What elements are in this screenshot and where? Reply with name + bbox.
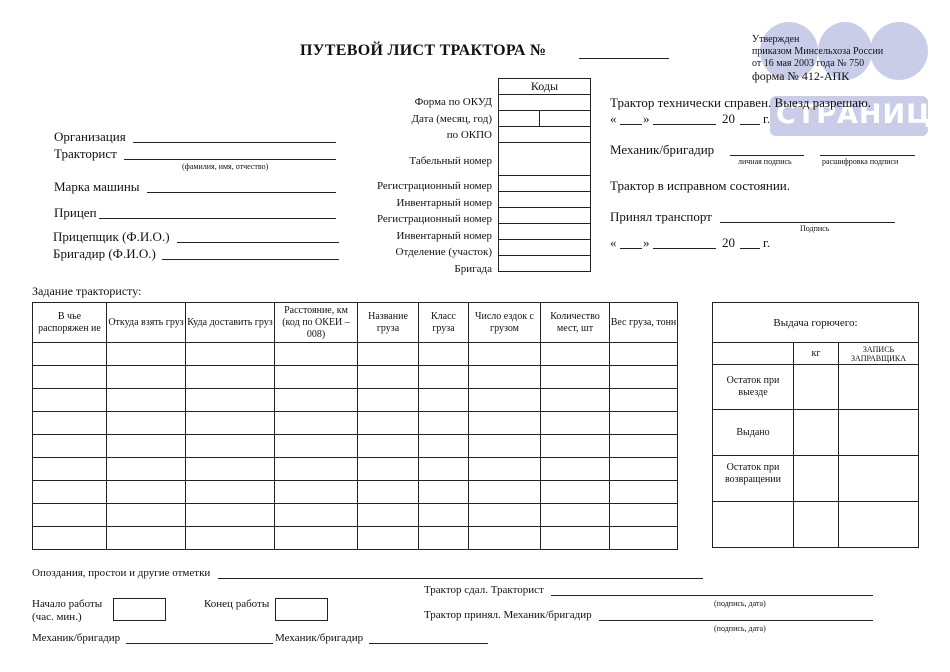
code-label-inv1: Инвентарный номер [396,196,492,209]
task-cell[interactable] [610,343,678,366]
task-cell[interactable] [419,481,469,504]
task-cell[interactable] [469,527,541,550]
task-cell[interactable] [469,343,541,366]
task-col-cargo-name: Название груза [358,303,419,343]
task-cell[interactable] [358,435,419,458]
task-cell[interactable] [541,527,610,550]
fuel-cell-return-record[interactable] [839,456,919,502]
task-table [32,302,678,550]
fuel-title: Выдача горючего: [713,303,919,343]
task-label: Задание трактористу: [32,284,142,298]
codes-header: Коды [499,79,591,95]
task-cell[interactable] [107,412,186,435]
start-label: Начало работы (час. мин.) [32,598,103,623]
task-cell[interactable] [107,481,186,504]
month-field-1[interactable] [653,124,716,125]
task-cell[interactable] [33,527,107,550]
task-col-from: Откуда взять груз [107,303,186,343]
trailer-operator-field[interactable] [177,242,339,243]
task-cell[interactable] [275,527,358,550]
task-col-to: Куда доставить груз [186,303,275,343]
task-col-recipient: В чье распоряжен ие [33,303,107,343]
task-cell[interactable] [541,389,610,412]
task-cell[interactable] [469,389,541,412]
mechanic-footer-field-2[interactable] [369,643,488,644]
delays-label: Опоздания, простои и другие отметки [32,567,211,579]
task-cell[interactable] [275,481,358,504]
task-row [33,343,678,366]
task-cell[interactable] [186,366,275,389]
code-label-inv2: Инвентарный номер [396,229,492,242]
task-cell[interactable] [107,527,186,550]
code-cell-reg2[interactable] [499,208,591,224]
task-cell[interactable] [33,504,107,527]
day-field-2[interactable] [620,248,642,249]
task-cell[interactable] [275,458,358,481]
task-cell[interactable] [419,389,469,412]
task-cell[interactable] [186,527,275,550]
task-row [33,366,678,389]
code-cell-okud[interactable] [499,95,591,111]
code-cell-brigade[interactable] [499,256,591,272]
task-cell[interactable] [469,504,541,527]
year-prefix-2: 20 [722,235,735,250]
fuel-row-departure: Остаток при выезде [713,365,794,410]
task-col-places: Количество мест, шт [541,303,610,343]
watermark-text: СТРАНИЦ [776,99,933,130]
task-cell[interactable] [419,366,469,389]
task-row [33,481,678,504]
task-cell[interactable] [275,389,358,412]
organization-label: Организация [54,129,126,144]
mechanic-signature-field[interactable] [730,155,804,156]
end-time-box[interactable] [275,598,328,621]
fuel-row-return: Остаток при возвращении [713,456,794,502]
date-row-1: « [610,111,617,126]
accepted-signature-field[interactable] [720,222,895,223]
code-cell-inv2[interactable] [499,224,591,240]
code-label-reg1: Регистрационный номер [376,180,492,192]
fuel-col-kg: кг [794,343,839,365]
task-cell[interactable] [541,458,610,481]
task-cell[interactable] [107,435,186,458]
year-prefix-1: 20 [722,111,735,126]
code-cell-year[interactable] [540,111,591,127]
task-cell[interactable] [358,412,419,435]
accepted-hint: (подпись, дата) [714,624,766,633]
signature-decoding-hint: расшифровка подписи [822,157,899,166]
task-cell[interactable] [275,435,358,458]
task-cell[interactable] [275,412,358,435]
mechanic-footer-label-1: Механик/бригадир [32,632,121,644]
year-suffix-2: г. [763,235,771,250]
year-suffix-1: г. [763,111,771,126]
task-cell[interactable] [33,435,107,458]
approval-block: Утвержден приказом Минсельхоза России от 16 мая 2003 года № 750 форма № 412-АПК [752,34,884,83]
task-row [33,435,678,458]
code-cell-inv1[interactable] [499,192,591,208]
task-cell[interactable] [419,435,469,458]
trailer-label: Прицеп [54,205,97,220]
task-cell[interactable] [610,389,678,412]
task-cell[interactable] [275,504,358,527]
task-cell[interactable] [33,366,107,389]
code-label-dept: Отделение (участок) [395,246,492,258]
foreman-field[interactable] [162,259,339,260]
task-col-weight: Вес груза, тонн [610,303,678,343]
delays-field[interactable] [218,578,703,579]
day-field-1[interactable] [620,124,642,125]
task-table-body [33,343,678,550]
task-cell[interactable] [107,366,186,389]
organization-field[interactable] [133,142,336,143]
page-title: ПУТЕВОЙ ЛИСТ ТРАКТОРА № [300,42,547,59]
code-cell-reg1[interactable] [499,176,591,192]
task-cell[interactable] [610,366,678,389]
fuel-row-issued: Выдано [713,410,794,456]
waybill-number-field[interactable] [579,58,669,59]
mechanic-decoding-field[interactable] [820,155,915,156]
task-row [33,504,678,527]
handed-hint: (подпись, дата) [714,599,766,608]
fuel-cell-issued-record[interactable] [839,410,919,456]
accepted-footer-label: Трактор принял. Механик/бригадир [424,609,592,621]
fuel-cell-departure-record[interactable] [839,365,919,410]
code-cell-dept[interactable] [499,240,591,256]
task-cell[interactable] [358,389,419,412]
end-label: Конец работы [204,598,270,610]
code-label-tab: Табельный номер [409,154,492,167]
task-row [33,412,678,435]
fuel-col-empty [713,343,794,365]
trailer-field[interactable] [99,218,336,219]
task-cell[interactable] [107,458,186,481]
task-cell[interactable] [186,458,275,481]
task-cell[interactable] [186,481,275,504]
accepted-footer-field[interactable] [599,620,873,621]
date-open-2: « [610,235,617,250]
handed-field[interactable] [551,595,873,596]
mechanic-footer-field-1[interactable] [126,643,273,644]
task-cell[interactable] [186,412,275,435]
task-cell[interactable] [469,458,541,481]
tractor-ok-text: Трактор в исправном состоянии. [610,178,791,193]
fuel-cell-extra-c[interactable] [839,502,919,548]
codes-labels [330,94,492,277]
fuel-table [712,302,919,548]
tractor-driver-label: Тракторист [54,146,117,161]
task-cell[interactable] [275,343,358,366]
name-hint: (фамилия, имя, отчество) [182,162,269,171]
machine-brand-label: Марка машины [54,179,140,194]
month-field-2[interactable] [653,248,716,249]
task-cell[interactable] [33,389,107,412]
task-cell[interactable] [469,435,541,458]
task-cell[interactable] [107,504,186,527]
fuel-cell-departure-kg[interactable] [794,365,839,410]
task-cell[interactable] [186,343,275,366]
task-cell[interactable] [419,458,469,481]
fuel-cell-issued-kg[interactable] [794,410,839,456]
task-cell[interactable] [33,343,107,366]
task-cell[interactable] [419,343,469,366]
codes-table [498,78,591,272]
personal-signature-hint: личная подпись [738,157,792,166]
task-row [33,389,678,412]
task-cell[interactable] [610,527,678,550]
year-field-1[interactable] [740,124,760,125]
task-col-trips: Число ездок с грузом [469,303,541,343]
technical-ok-text: Трактор технически справен. Выезд разрешаю. [610,95,872,110]
task-cell[interactable] [469,481,541,504]
fuel-cell-extra-b[interactable] [794,502,839,548]
start-time-box[interactable] [113,598,166,621]
task-cell[interactable] [541,343,610,366]
trailer-operator-label: Прицепщик (Ф.И.О.) [53,229,170,244]
task-col-cargo-class: Класс груза [419,303,469,343]
task-cell[interactable] [419,527,469,550]
accepted-label: Принял транспорт [610,209,712,224]
task-cell[interactable] [358,527,419,550]
code-label-date: Дата (месяц, год) [411,112,492,125]
foreman-label: Бригадир (Ф.И.О.) [53,246,156,261]
task-row [33,458,678,481]
task-cell[interactable] [33,481,107,504]
code-cell-month[interactable] [499,111,540,127]
task-row [33,527,678,550]
task-cell[interactable] [358,481,419,504]
task-cell[interactable] [186,435,275,458]
code-cell-okpo[interactable] [499,127,591,143]
code-cell-tab[interactable] [499,143,591,176]
year-field-2[interactable] [740,248,760,249]
task-cell[interactable] [541,435,610,458]
date-close-2: » [643,235,650,250]
machine-brand-field[interactable] [147,192,336,193]
task-cell[interactable] [541,366,610,389]
signature-hint: Подпись [800,224,830,233]
task-cell[interactable] [358,343,419,366]
task-cell[interactable] [358,366,419,389]
task-col-distance: Расстояние, км (код по ОКЕИ – 008) [275,303,358,343]
code-label-okud: Форма по ОКУД [414,96,492,108]
task-cell[interactable] [610,481,678,504]
task-cell[interactable] [33,458,107,481]
fuel-col-record: ЗАПИСЬ ЗАПРАВЩИКА [839,343,919,365]
code-label-brigade: Бригада [454,262,492,275]
task-cell[interactable] [107,389,186,412]
task-cell[interactable] [610,412,678,435]
task-cell[interactable] [610,504,678,527]
task-cell[interactable] [358,504,419,527]
fuel-cell-return-kg[interactable] [794,456,839,502]
task-cell[interactable] [541,504,610,527]
task-cell[interactable] [419,504,469,527]
task-cell[interactable] [541,481,610,504]
task-cell[interactable] [275,366,358,389]
tractor-driver-field[interactable] [124,159,336,160]
mechanic-label: Механик/бригадир [610,142,715,157]
task-cell[interactable] [469,412,541,435]
task-cell[interactable] [107,343,186,366]
task-cell[interactable] [541,412,610,435]
date-close-1: » [643,111,650,126]
task-cell[interactable] [469,366,541,389]
task-cell[interactable] [358,458,419,481]
handed-label: Трактор сдал. Тракторист [424,584,544,596]
task-cell[interactable] [33,412,107,435]
mechanic-footer-label-2: Механик/бригадир [275,632,364,644]
code-label-reg2: Регистрационный номер [376,213,492,225]
task-cell[interactable] [186,389,275,412]
task-cell[interactable] [610,458,678,481]
fuel-cell-extra-a[interactable] [713,502,794,548]
task-cell[interactable] [186,504,275,527]
code-label-okpo: по ОКПО [446,129,492,141]
task-cell[interactable] [419,412,469,435]
task-cell[interactable] [610,435,678,458]
